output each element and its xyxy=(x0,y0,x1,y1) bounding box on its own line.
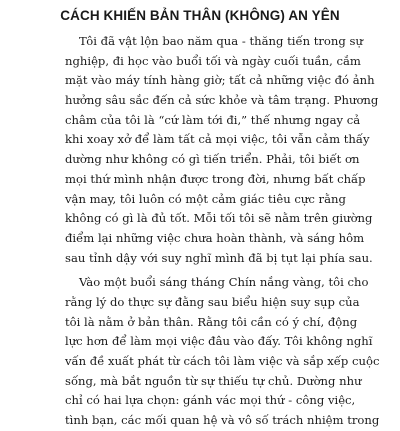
paragraph-1-line: mặt vào máy tính hàng giờ; tất cả những việc đó ảnh xyxy=(65,73,375,88)
paragraph-1-line: nghiệp, đi học vào buổi tối và ngày cuối tuần, cắm xyxy=(65,53,361,68)
paragraph-2-line: Vào một buổi sáng tháng Chín nắng vàng, tôi cho xyxy=(79,275,369,290)
paragraph-2-line: tôi là nằm ở bản thân. Rằng tôi cần có ý chí, động xyxy=(65,314,358,329)
chapter-title: CÁCH KHIẾN BẢN THÂN (KHÔNG) AN YÊN xyxy=(60,8,340,23)
paragraph-2-line: sống, mà bắt nguồn từ sự thiếu tự chủ. Dường như xyxy=(65,373,362,388)
paragraph-2-line: lực hơn để làm mọi việc đâu vào đấy. Tôi không nghĩ xyxy=(65,334,373,349)
paragraph-1-line: khi xoay xở để làm tất cả mọi việc, tôi vẫn cảm thấy xyxy=(65,132,370,147)
paragraph-2-line: chỉ có hai lựa chọn: gánh vác mọi thứ - công việc, xyxy=(65,393,356,408)
paragraph-1-line: dường như không có gì tiến triển. Phải, tôi biết ơn xyxy=(65,152,360,167)
paragraph-1-line: điểm lại những việc chưa hoàn thành, và sáng hôm xyxy=(65,230,365,245)
paragraph-1-line: mọi thứ mình nhận được trong đời, nhưng bất chấp xyxy=(65,171,366,186)
paragraph-2-line: rằng lý do thực sự đằng sau biểu hiện suy sụp của xyxy=(65,294,360,309)
paragraph-1-line: Tôi đã vật lộn bao năm qua - thăng tiến trong sự xyxy=(79,34,363,48)
paragraph-1-line: hưởng sâu sắc đến cả sức khỏe và tâm trạng. Phương xyxy=(65,93,379,108)
paragraph-1-line: châm của tôi là “cứ làm tới đi,” thế nhưng ngay cả xyxy=(65,112,361,127)
body-text xyxy=(65,32,380,431)
paragraph-1-line: không có gì là đủ tốt. Mỗi tối tôi sẽ nằm trên giường xyxy=(65,211,373,226)
paragraph-1-line: sau tỉnh dậy với suy nghĩ mình đã bị tụt lại phía sau. xyxy=(65,250,373,265)
paragraph-2-line: tình bạn, các mối quan hệ và vô số trách nhiệm trong xyxy=(65,413,380,428)
paragraph-2-line: vấn đề xuất phát từ cách tôi làm việc và sắp xếp cuộc xyxy=(65,354,380,368)
paragraph-1-line: vận may, tôi luôn có một cảm giác tiêu cực rằng xyxy=(65,191,346,206)
